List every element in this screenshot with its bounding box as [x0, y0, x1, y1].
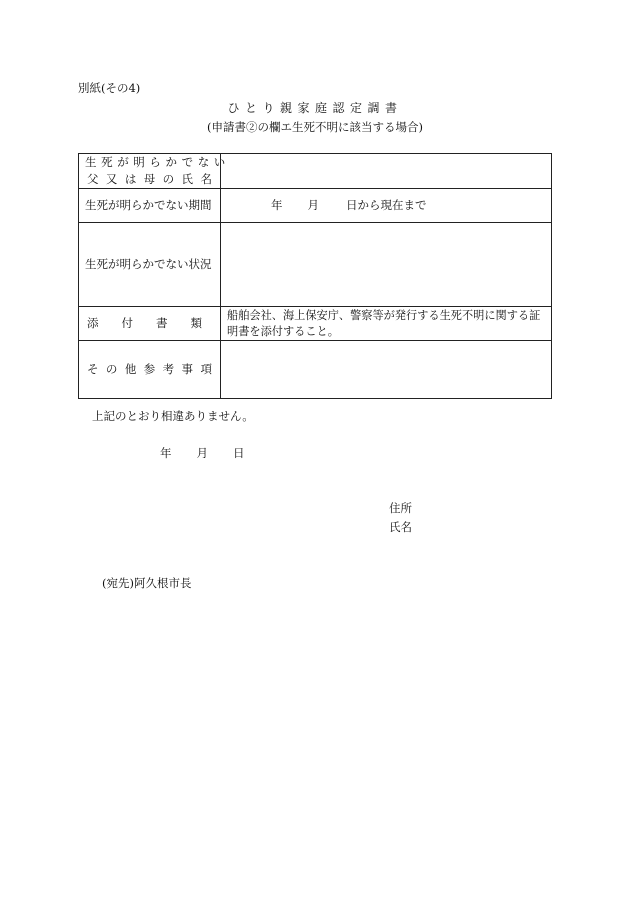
period-month: 月: [307, 198, 319, 212]
address-label: 住所: [389, 501, 412, 515]
label-char: 類: [190, 316, 202, 330]
document-title: ひとり親家庭認定調書: [227, 101, 403, 115]
table-row-other-notes: [79, 341, 552, 399]
label-parent-name: [79, 154, 230, 189]
label-unknown-status: [79, 223, 221, 307]
label-unknown-status-text: 生死が明らかでない状況: [85, 257, 212, 271]
label-char: 氏: [181, 172, 194, 186]
label-char: 事: [181, 362, 194, 376]
table-row-parent-name: [79, 154, 552, 189]
label-char: 参: [143, 362, 156, 376]
label-char: 添: [87, 316, 99, 330]
unknown-period-field[interactable]: [221, 189, 552, 223]
label-char: そ: [87, 362, 99, 376]
attachments-note: 船舶会社、海上保安庁、警察等が発行する生死不明に関する証明書を添付すること。: [221, 307, 552, 341]
period-text: [227, 197, 545, 214]
label-char: 項: [200, 362, 212, 376]
name-label: 氏名: [389, 520, 412, 534]
period-year: 年: [271, 198, 283, 212]
label-char: の: [162, 172, 175, 186]
table-row-unknown-period: [79, 189, 552, 223]
certification-form-table: [78, 153, 552, 399]
label-char: 又: [105, 172, 118, 186]
declaration-text: 上記のとおり相違ありません。: [92, 409, 254, 423]
period-day-suffix: 日から現在まで: [346, 198, 427, 212]
label-char: は: [124, 172, 137, 186]
label-attachments: [79, 307, 221, 341]
label-char: 名: [200, 172, 212, 186]
date-year: 年: [160, 446, 172, 460]
declaration-date: [160, 445, 245, 461]
label-char: 父: [87, 172, 99, 186]
unknown-status-field[interactable]: [221, 223, 552, 307]
label-char: 考: [162, 362, 175, 376]
parent-name-field[interactable]: [221, 154, 552, 189]
date-day: 日: [233, 446, 245, 460]
label-char: 書: [156, 316, 168, 330]
label-unknown-period: [79, 189, 221, 223]
date-month: 月: [196, 446, 208, 460]
label-char: の: [105, 362, 118, 376]
label-char: 母: [143, 172, 156, 186]
table-row-unknown-status: [79, 223, 552, 307]
label-parent-name-line1: 生死が明らかでない: [85, 155, 230, 169]
label-parent-name-line2: [85, 171, 214, 188]
addressee-text: (宛先)阿久根市長: [102, 576, 192, 590]
label-char: 他: [124, 362, 137, 376]
form-number-label: 別紙(その4): [78, 81, 141, 95]
document-subtitle: (申請書②の欄エ生死不明に該当する場合): [207, 120, 423, 134]
other-notes-field[interactable]: [221, 341, 552, 399]
label-other-notes: [79, 341, 221, 399]
table-row-attachments: [79, 307, 552, 341]
label-unknown-period-text: 生死が明らかでない期間: [85, 198, 212, 212]
label-char: 付: [121, 316, 133, 330]
